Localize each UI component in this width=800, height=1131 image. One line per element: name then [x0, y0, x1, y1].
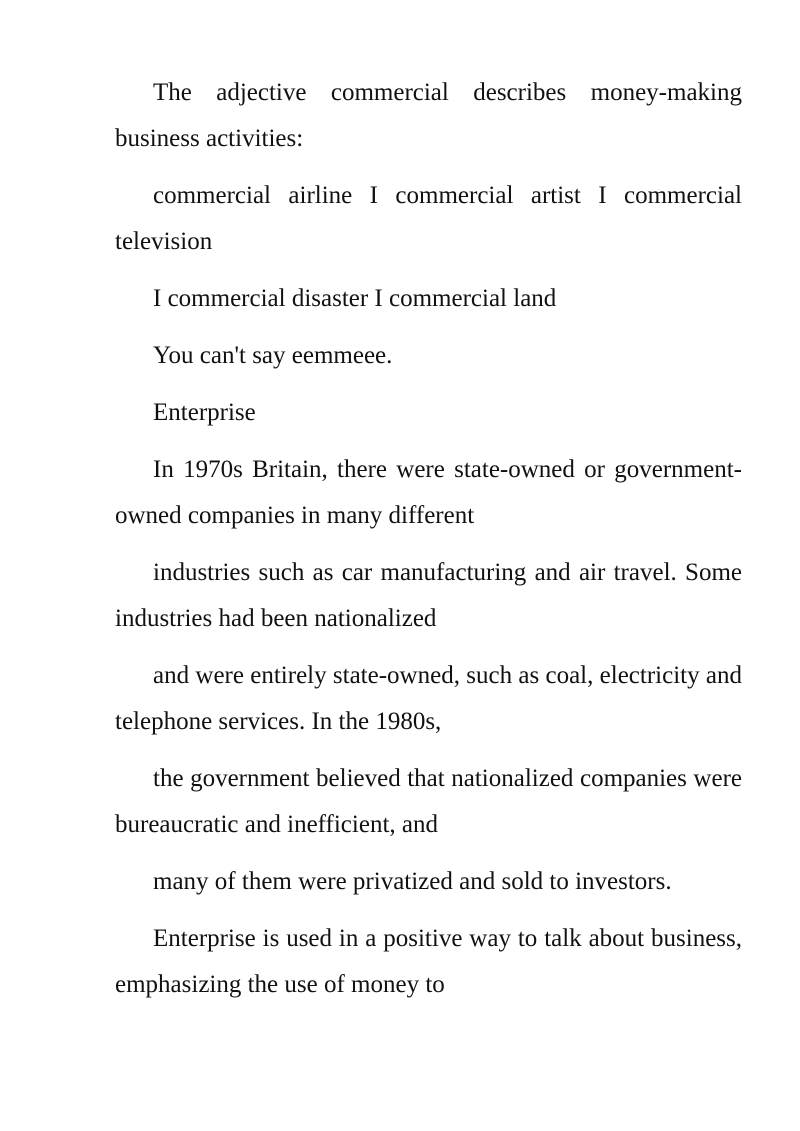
paragraph: the government believed that nationalized companies were bureaucratic and inefficient, and	[115, 765, 742, 838]
document-page	[115, 70, 742, 1019]
paragraph: You can't say eemmeee.	[153, 342, 393, 369]
paragraph: Enterprise is used in a positive way to talk about business, emphasizing the use of money to	[115, 925, 742, 998]
paragraph: In 1970s Britain, there were state-owned or government-owned companies in many different	[115, 456, 742, 529]
paragraph: commercial airline I commercial artist I commercial television	[115, 182, 742, 255]
paragraph: and were entirely state-owned, such as coal, electricity and telephone services. In the 1980s,	[115, 662, 742, 735]
section-heading: Enterprise	[153, 399, 256, 426]
paragraph: The adjective commercial describes money-making business activities:	[115, 79, 742, 152]
paragraph: industries such as car manufacturing and air travel. Some industries had been nationalized	[115, 559, 742, 632]
paragraph: many of them were privatized and sold to investors.	[153, 868, 672, 895]
paragraph: I commercial disaster I commercial land	[153, 285, 557, 312]
